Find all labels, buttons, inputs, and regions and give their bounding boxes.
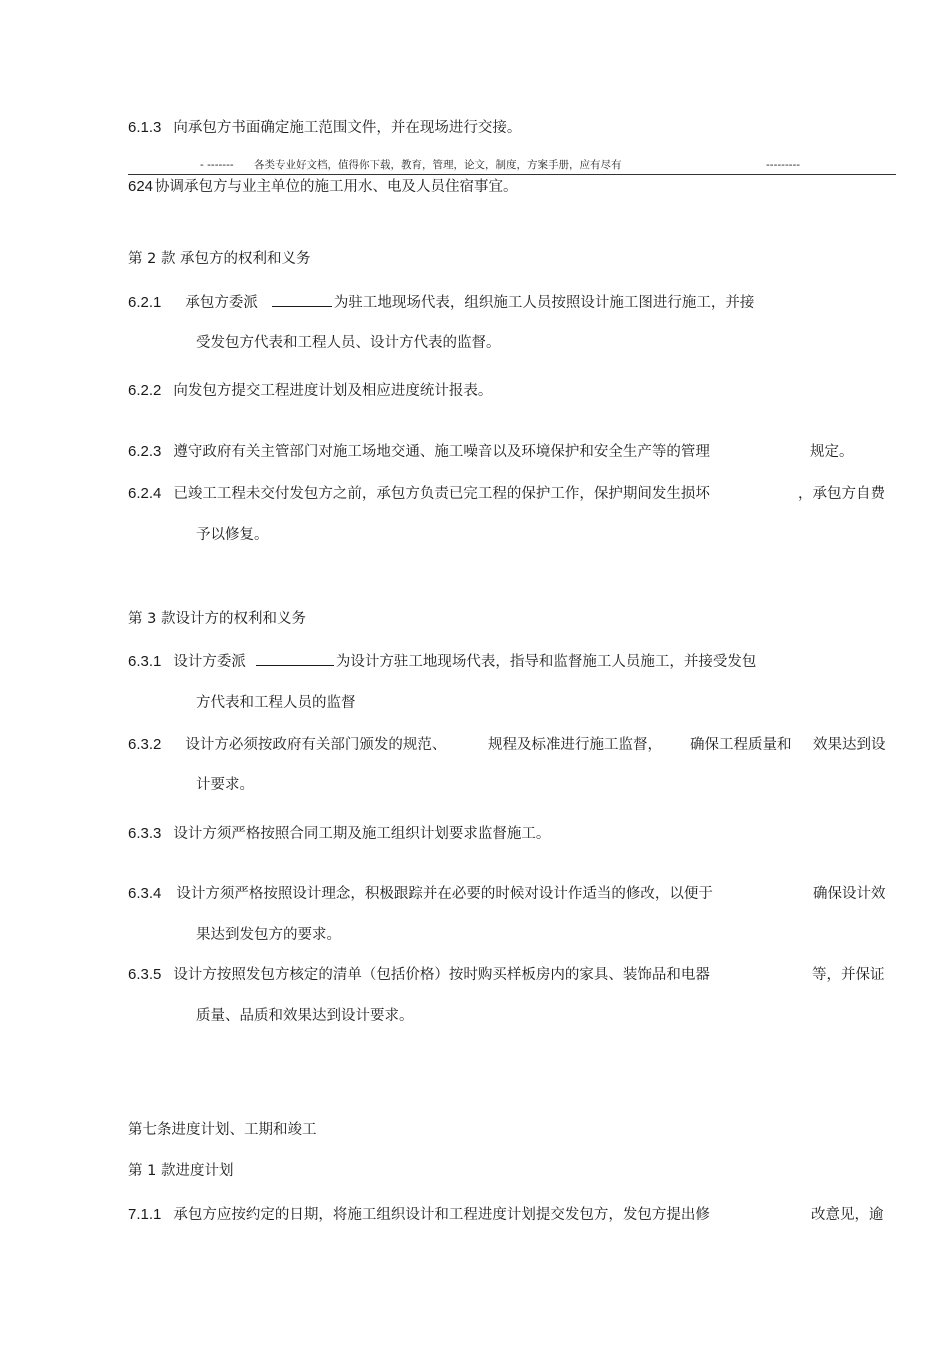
clause-number: 6.2.2 xyxy=(128,382,162,399)
clause-6-3-5-continued: 质量、品质和效果达到设计要求。 xyxy=(196,1008,414,1024)
clause-6-3-3 xyxy=(128,824,550,844)
clause-number: 6.3.4 xyxy=(128,885,162,902)
clause-6-2-1-continued: 受发包方代表和工程人员、设计方代表的监督。 xyxy=(196,335,501,351)
clause-6-1-3 xyxy=(128,118,521,138)
clause-number: 624 xyxy=(128,178,154,195)
clause-text-post: 为设计方驻工地现场代表，指导和监督施工人员施工，并接受发包 xyxy=(335,654,757,670)
clause-6-3-5 xyxy=(128,965,710,985)
clause-number: 6.2.3 xyxy=(128,443,162,460)
clause-6-2-3 xyxy=(128,442,710,462)
clause-text: 设计方按照发包方核定的清单（包括价格）按时购买样板房内的家具、装饰品和电器 xyxy=(173,967,710,983)
clause-6-2-3-tail: 规定。 xyxy=(810,444,854,460)
clause-text-a: 设计方必须按政府有关部门颁发的规范、 xyxy=(185,737,447,753)
section-title-3: 第 3 款设计方的权利和义务 xyxy=(128,611,306,627)
clause-6-2-1 xyxy=(128,292,754,313)
clause-text: 设计方须严格按照设计理念，积极跟踪并在必要的时候对设计作适当的修改，以便于 xyxy=(176,886,713,902)
blank-underline xyxy=(256,651,334,666)
clause-6-3-2-c: 确保工程质量和 xyxy=(690,737,792,753)
clause-6-3-4 xyxy=(128,884,713,904)
clause-6-3-5-tail: 等，并保证 xyxy=(812,967,885,983)
clause-6-2-4 xyxy=(128,484,710,504)
clause-6-3-2 xyxy=(128,735,446,755)
clause-text: 承包方应按约定的日期，将施工组织设计和工程进度计划提交发包方，发包方提出修 xyxy=(173,1207,710,1223)
clause-text: 遵守政府有关主管部门对施工场地交通、施工噪音以及环境保护和安全生产等的管理 xyxy=(173,444,710,460)
clause-number: 7.1.1 xyxy=(128,1206,162,1223)
clause-text: 向承包方书面确定施工范围文件，并在现场进行交接。 xyxy=(173,120,522,136)
clause-7-1-1-tail: 改意见，逾 xyxy=(811,1207,884,1223)
clause-6-3-4-tail: 确保设计效 xyxy=(813,886,886,902)
header-text: 各类专业好文档，值得你下载，教育，管理，论文，制度，方案手册，应有尽有 xyxy=(254,159,622,171)
clause-6-2-4-a xyxy=(128,177,518,197)
clause-6-3-1-continued: 方代表和工程人员的监督 xyxy=(196,695,356,711)
clause-6-3-1 xyxy=(128,651,756,672)
section-title-2: 第 2 款 承包方的权利和义务 xyxy=(128,251,311,267)
header-left-dashes: - ------- xyxy=(200,159,234,171)
clause-number: 6.2.4 xyxy=(128,485,162,502)
page-header-banner xyxy=(128,156,896,175)
clause-number: 6.1.3 xyxy=(128,119,162,136)
clause-6-2-4-tail: ，承包方自费 xyxy=(798,486,885,502)
section-title-7-1: 第 1 款进度计划 xyxy=(128,1163,234,1179)
clause-text-pre: 承包方委派 xyxy=(185,295,258,311)
clause-6-2-2 xyxy=(128,381,492,401)
clause-text: 设计方须严格按照合同工期及施工组织计划要求监督施工。 xyxy=(173,826,551,842)
blank-underline xyxy=(272,292,332,307)
clause-text: 协调承包方与业主单位的施工用水、电及人员住宿事宜。 xyxy=(155,179,518,195)
clause-6-3-2-b: 规程及标准进行施工监督， xyxy=(488,737,662,753)
clause-number: 6.3.2 xyxy=(128,736,162,753)
clause-6-2-4-continued: 予以修复。 xyxy=(196,527,269,543)
clause-6-3-2-continued: 计要求。 xyxy=(196,777,254,793)
header-right-dashes: --------- xyxy=(766,159,801,171)
clause-number: 6.2.1 xyxy=(128,294,162,311)
clause-7-1-1 xyxy=(128,1205,710,1225)
clause-text-post: 为驻工地现场代表，组织施工人员按照设计施工图进行施工，并接 xyxy=(333,295,755,311)
article-title-7: 第七条进度计划、工期和竣工 xyxy=(128,1122,317,1138)
clause-number: 6.3.5 xyxy=(128,966,162,983)
clause-6-3-4-continued: 果达到发包方的要求。 xyxy=(196,927,341,943)
clause-6-3-2-tail: 效果达到设 xyxy=(813,737,886,753)
clause-text: 已竣工工程未交付发包方之前，承包方负责已完工程的保护工作，保护期间发生损坏 xyxy=(173,486,710,502)
clause-number: 6.3.3 xyxy=(128,825,162,842)
clause-text: 向发包方提交工程进度计划及相应进度统计报表。 xyxy=(173,383,493,399)
clause-number: 6.3.1 xyxy=(128,653,162,670)
clause-text-pre: 设计方委派 xyxy=(173,654,246,670)
